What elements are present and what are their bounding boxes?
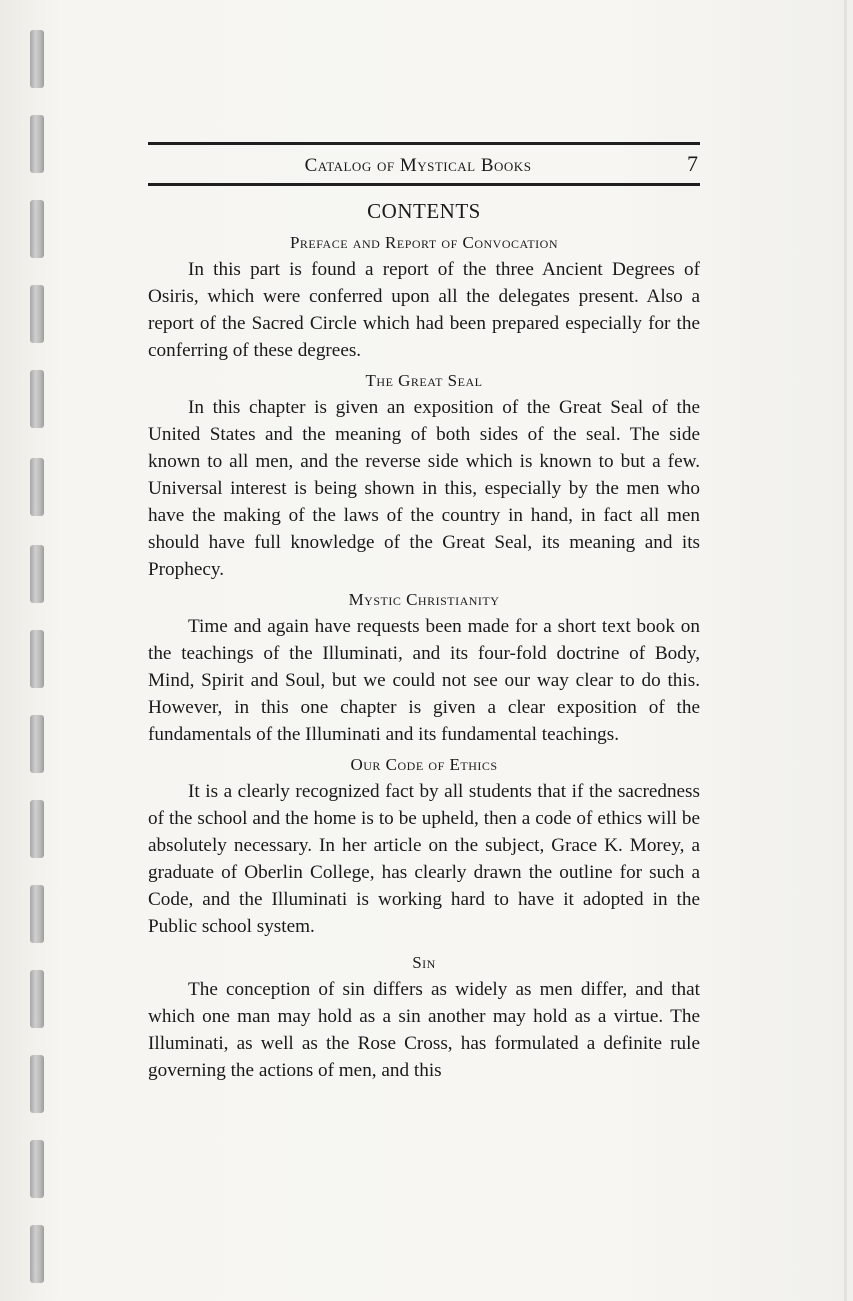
- page-edge: [844, 0, 847, 1301]
- section-heading: The Great Seal: [365, 371, 483, 390]
- binding-hole: [30, 1055, 44, 1113]
- binding-hole: [30, 630, 44, 688]
- binding-holes: [26, 0, 56, 1301]
- running-header: [148, 151, 700, 177]
- section-body: Time and again have requests been made for a short text book on the teachings of the Illuminati, and its four-fold doctrine of Body, Mind, Spirit and Soul, but we could not see our way clear to do this. However, in this one chapter is given a clear exposition of the fundamentals of the Illuminati and its fundamental teachings.: [148, 616, 700, 745]
- section-heading: Sin: [412, 953, 436, 972]
- binding-hole: [30, 885, 44, 943]
- section-heading: Preface and Report of Convocation: [289, 233, 559, 252]
- header-rule-bottom: [148, 183, 700, 186]
- binding-hole: [30, 200, 44, 258]
- binding-hole: [30, 545, 44, 603]
- section-body: In this part is found a report of the three Ancient Degrees of Osiris, which were conferred upon all the delegates present. Also a report of the Sacred Circle which had been prepared especially for the conferring of these degrees.: [148, 259, 700, 361]
- binding-hole: [30, 30, 44, 88]
- page-number: 7: [687, 151, 698, 176]
- running-header-title: Catalog of Mystical Books: [304, 155, 532, 176]
- binding-hole: [30, 285, 44, 343]
- header-rule-top: [148, 142, 700, 145]
- binding-hole: [30, 370, 44, 428]
- section-body: The conception of sin differs as widely as men differ, and that which one man may hold as a sin another may hold as a virtue. The Illuminati, as well as the Rose Cross, has formulated a definite rule governing the actions of men, and this: [148, 979, 700, 1081]
- section-heading: Our Code of Ethics: [350, 755, 498, 774]
- binding-hole: [30, 970, 44, 1028]
- binding-hole: [30, 458, 44, 516]
- binding-hole: [30, 715, 44, 773]
- contents-title: CONTENTS: [367, 199, 481, 223]
- binding-hole: [30, 1140, 44, 1198]
- binding-hole: [30, 800, 44, 858]
- binding-hole: [30, 1225, 44, 1283]
- page-content: [148, 142, 700, 1084]
- section-body: In this chapter is given an exposition of the Great Seal of the United States and the meaning of both sides of the seal. The side known to all men, and the reverse side which is known to but a few. Universal interest is being shown in this, especially by the men who have the making of the laws of the country in hand, in fact all men should have full knowledge of the Great Seal, its meaning and its Prophecy.: [148, 397, 700, 580]
- binding-hole: [30, 115, 44, 173]
- section-heading: Mystic Christianity: [348, 590, 500, 609]
- section-body: It is a clearly recognized fact by all students that if the sacredness of the school and the home is to be upheld, then a code of ethics will be absolutely necessary. In her article on the subject, Grace K. Morey, a graduate of Oberlin College, has clearly drawn the outline for such a Code, and the Illuminati is working hard to have it adopted in the Public school system.: [148, 781, 700, 937]
